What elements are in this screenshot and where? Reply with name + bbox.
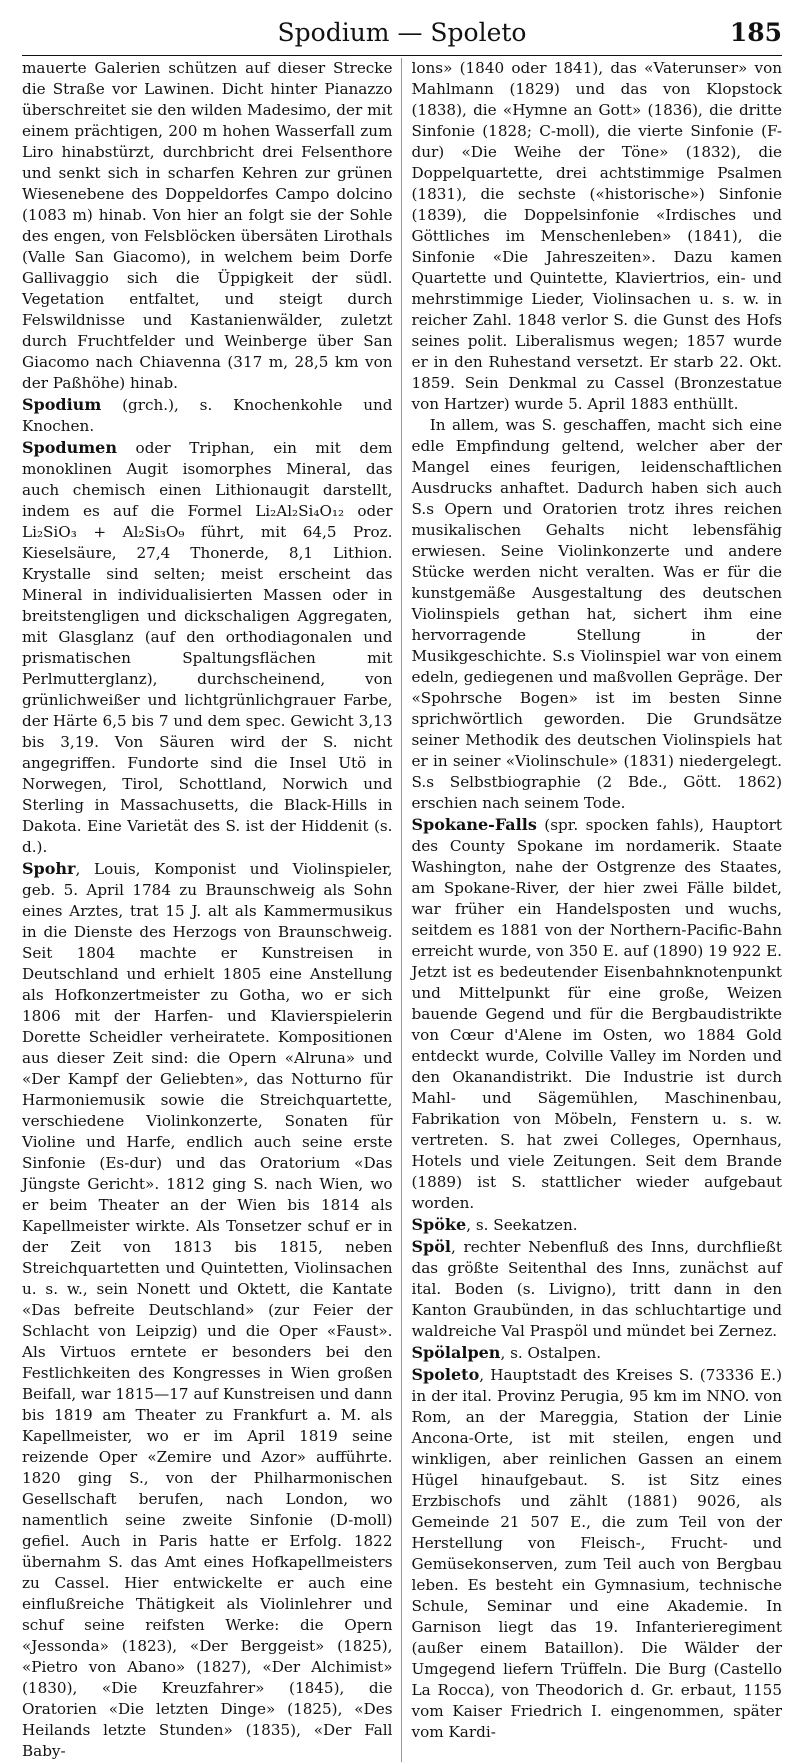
- entry-spoleto: Spoleto, Hauptstadt des Kreises S. (73336 E.) in der ital. Provinz Perugia, 95 km im NNO. von Rom, an der Mareggia, Station der Linie Ancona-Orte, ist mit steilen, engen und winkligen, aber reinlichen Gassen an einem Hügel hinaufgebaut. S. ist Sitz eines Erzbischofs und zählt (1881) 9026, als Gemeinde 21 507 E., die zum Teil von der Herstellung von Fleisch-, Frucht- und Gemüsekonserven, zum Teil auch von Bergbau leben. Es besteht ein Gymnasium, technische Schule, Seminar und eine Akademie. In Garnison liegt das 19. Infanterieregiment (außer einem Bataillon). Die Wälder der Umgegend liefern Trüffeln. Die Burg (Castello La Rocca), von Theodorich d. Gr. erbaut, 1155 vom Kaiser Friedrich I. eingenommen, später vom Kardi-: [411, 1365, 782, 1741]
- entry-spoeke: Spöke, s. Seekatzen.: [411, 1215, 578, 1234]
- header-rule: [22, 55, 782, 56]
- page-number: 185: [729, 18, 782, 47]
- headword: Spölalpen: [411, 1343, 501, 1362]
- headword: Spohr: [22, 859, 76, 878]
- entry-spoel: Spöl, rechter Nebenfluß des Inns, durchfließt das größte Seitenthal des Inns, zunächst auf ital. Boden (s. Livigno), tritt dann in den Kanton Graubünden, in das schluchtartige und waldreiche Val Praspöl und mündet bei Zernez.: [411, 1237, 782, 1340]
- entry-spohr: Spohr, Louis, Komponist und Violinspieler, geb. 5. April 1784 zu Braunschweig als Sohn eines Arztes, trat 15 J. alt als Kammermusikus in die Dienste des Herzogs von Braunschweig. Seit 1804 machte er Kunstreisen in Deutschland und erhielt 1805 eine Anstellung als Hofkonzertmeister zu Gotha, wo er sich 1806 mit der Harfen- und Klavierspielerin Dorette Scheidler verheiratete. Kompositionen aus dieser Zeit sind: die Opern «Alruna» und «Der Kampf der Geliebten», das Notturno für Harmoniemusik sowie die Streichquartette, verschiedene Violinkonzerte, Sonaten für Violine und Harfe, endlich auch seine erste Sinfonie (Es-dur) und das Oratorium «Das Jüngste Gericht». 1812 ging S. nach Wien, wo er beim Theater an der Wien bis 1814 als Kapellmeister wirkte. Als Tonsetzer schuf er in der Zeit von 1813 bis 1815, neben Streichquartetten und Quintetten, Violinsachen u. s. w., sein Nonett und Oktett, die Kantate «Das befreite Deutschland» (zur Feier der Schlacht von Leipzig) und die Oper «Faust». Als Virtuos erntete er besonders bei den Festlichkeiten des Kongresses in Wien großen Beifall, war 1815—17 auf Kunstreisen und dann bis 1819 am Theater zu Frankfurt a. M. als Kapellmeister, wo er im April 1819 seine reizende Oper «Zemire und Azor» aufführte. 1820 ging S., von der Philharmonischen Gesellschaft berufen, nach London, wo namentlich seine zweite Sinfonie (D-moll) gefiel. Auch in Paris hatte er Erfolg. 1822 übernahm S. das Amt eines Hofkapellmeisters zu Cassel. Hier entwickelte er auch eine einflußreiche Thätigkeit als Violinlehrer und schuf seine reifsten Werke: die Opern «Jessonda» (1823), «Der Berggeist» (1825), «Pietro von Abano» (1827), «Der Alchimist» (1830), «Die Kreuzfahrer» (1845), die Oratorien «Die letzten Dinge» (1825), «Des Heilands letzte Stunden» (1835), «Der Fall Baby-: [22, 859, 393, 1760]
- headword: Spodumen: [22, 438, 117, 457]
- right-column: [401, 58, 783, 1762]
- entry-spoelalpen: Spölalpen, s. Ostalpen.: [411, 1343, 602, 1362]
- entry-spodumen: Spodumen oder Triphan, ein mit dem monoklinen Augit isomorphes Mineral, das auch chemisch einen Lithionaugit darstellt, indem es auf die Formel Li₂Al₂Si₄O₁₂ oder Li₂SiO₃ + Al₂Si₃O₉ führt, mit 64,5 Proz. Kieselsäure, 27,4 Thonerde, 8,1 Lithion. Krystalle sind selten; meist erscheint das Mineral in individualisierten Massen oder in breitstengligen und dickschaligen Aggregaten, mit Glasglanz (auf den orthodiagonalen und prismatischen Spaltungsflächen mit Perlmutterglanz), durchscheinend, von grünlichweißer und lichtgrünlichgrauer Farbe, der Härte 6,5 bis 7 und dem spec. Gewicht 3,13 bis 3,19. Von Säuren wird der S. nicht angegriffen. Fundorte sind die Insel Utö in Norwegen, Tirol, Schottland, Norwich und Sterling in Massachusetts, die Black-Hills in Dakota. Eine Varietät des S. ist der Hiddenit (s. d.).: [22, 438, 393, 856]
- headword: Spoleto: [411, 1365, 480, 1384]
- spohr-assessment-paragraph: In allem, was S. geschaffen, macht sich eine edle Empfindung geltend, welcher aber der Mangel eines feurigen, leidenschaftlichen Ausdrucks anhaftet. Dadurch haben sich auch S.s Opern und Oratorien trotz ihres reichen musikalischen Gehalts nicht lebensfähig erwiesen. Seine Violinkonzerte und andere Stücke werden nicht veralten. Was er für die kunstgemäße Ausgestaltung des deutschen Violinspiels gethan hat, sichert ihm eine hervorragende Stellung in der Musikgeschichte. S.s Violinspiel war von einem edeln, gediegenen und maßvollen Gepräge. Der «Spohrsche Bogen» ist im besten Sinne sprichwörtlich geworden. Die Grundsätze seiner Methodik des deutschen Violinspiels hat er in seiner «Violinschule» (1831) niedergelegt. S.s Selbstbiographie (2 Bde., Gött. 1862) erschien nach seinem Tode.: [411, 416, 782, 812]
- continued-paragraph: lons» (1840 oder 1841), das «Vaterunser» von Mahlmann (1829) und das von Klopstock (1838), die «Hymne an Gott» (1836), die dritte Sinfonie (1828; C-moll), die vierte Sinfonie (F-dur) «Die Weihe der Töne» (1832), die Doppelquartette, drei achtstimmige Psalmen (1831), die sechste («historische») Sinfonie (1839), die Doppelsinfonie «Irdisches und Göttliches im Menschenleben» (1841), die Sinfonie «Die Jahreszeiten». Dazu kamen Quartette und Quintette, Klaviertrios, ein- und mehrstimmige Lieder, Violinsachen u. s. w. in reicher Zahl. 1848 verlor S. die Gunst des Hofs seines polit. Liberalismus wegen; 1857 wurde er in den Ruhestand versetzt. Er starb 22. Okt. 1859. Sein Denkmal zu Cassel (Bronzestatue von Hartzer) wurde 5. April 1883 enthüllt.: [411, 59, 782, 413]
- two-column-body: [22, 58, 782, 1762]
- left-column: [22, 58, 401, 1762]
- headword: Spöke: [411, 1215, 467, 1234]
- page-header: [22, 0, 782, 58]
- headword: Spöl: [411, 1237, 451, 1256]
- headword: Spokane-Falls: [411, 815, 537, 834]
- continued-paragraph: mauerte Galerien schützen auf dieser Strecke die Straße vor Lawinen. Dicht hinter Pianazzo überschreitet sie den wilden Madesimo, der mit einem prächtigen, 200 m hohen Wasserfall zum Liro hinabstürzt, durchbricht drei Felsenthore und senkt sich in scharfen Kehren zur grünen Wiesenebene des Doppeldorfes Campo dolcino (1083 m) hinab. Von hier an folgt sie der Sohle des engen, von Felsblöcken übersäten Lirothals (Valle San Giacomo), in welchem beim Dorfe Gallivaggio sich die Üppigkeit der südl. Vegetation entfaltet, und steigt durch Felswildnisse und Kastanienwälder, zuletzt durch Fruchtfelder und Weinberge über San Giacomo nach Chiavenna (317 m, 28,5 km von der Paßhöhe) hinab.: [22, 59, 393, 392]
- running-head: Spodium — Spoleto: [277, 18, 527, 47]
- entry-spokane-falls: Spokane-Falls (spr. spocken fahls), Hauptort des County Spokane im nordamerik. Staate Washington, nahe der Ostgrenze des Staates, am Spokane-River, der hier zwei Fälle bildet, war früher ein Handelsposten und wuchs, seitdem es 1881 von der Northern-Pacific-Bahn erreicht wurde, von 350 E. auf (1890) 19 922 E. Jetzt ist es bedeutender Eisenbahnknotenpunkt und Mittelpunkt für eine große, Weizen bauende Gegend und für die Bergbaudistrikte von Cœur d'Alene im Osten, wo 1884 Gold entdeckt wurde, Colville Valley im Norden und den Okanandistrikt. Die Industrie ist durch Mahl- und Sägemühlen, Maschinenbau, Fabrikation von Möbeln, Fenstern u. s. w. vertreten. S. hat zwei Colleges, Opernhaus, Hotels und viele Zeitungen. Seit dem Brande (1889) ist S. stattlicher wieder aufgebaut worden.: [411, 815, 782, 1212]
- entry-spodium: Spodium (grch.), s. Knochenkohle und Knochen.: [22, 395, 393, 435]
- headword: Spodium: [22, 395, 102, 414]
